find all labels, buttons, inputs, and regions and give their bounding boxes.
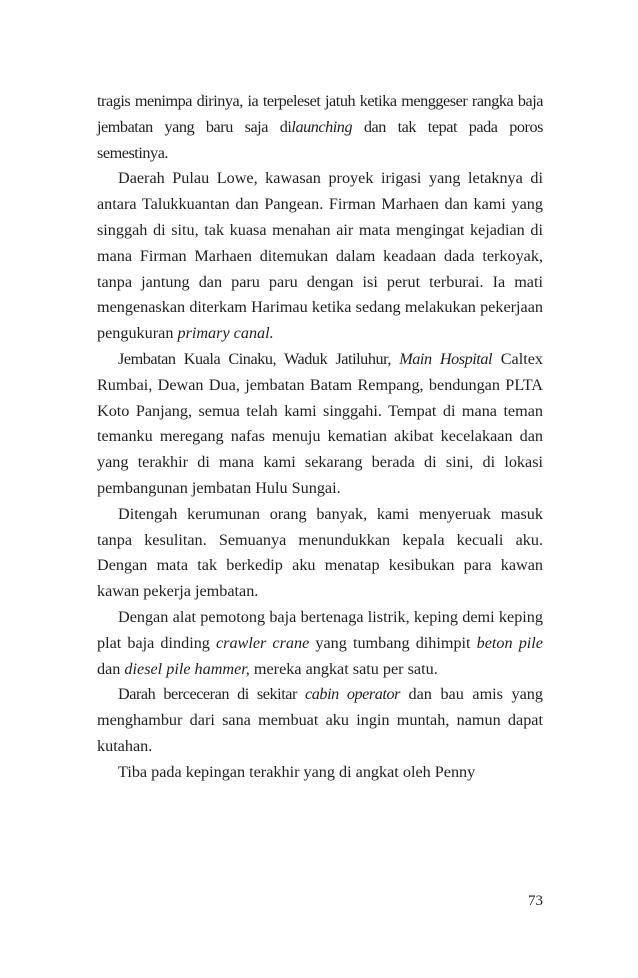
text-run: Daerah Pulau Lowe, kawasan proyek irigasi yang letaknya di antara Talukkuantan dan Pangean. Firman Marhaen dan kami yang singgah di situ, tak kuasa menahan air mata mengingat kejadian di mana Firman Marhaen ditemukan dalam keadaan dada terkoyak, tanpa jantung dan paru paru dengan isi perut terburai. Ia mati mengenaskan diterkam Harimau ketika sedang melakukan pekerjaan pengukuran bbox=[97, 169, 543, 343]
paragraph bbox=[97, 682, 543, 759]
italic-term: launching bbox=[291, 117, 353, 136]
text-run: Ditengah kerumunan orang banyak, kami menyeruak masuk tanpa kesulitan. Semuanya menundukkan kepala kecuali aku. Dengan mata tak berkedip aku menatap kesibukan para kawan kawan pekerja jembatan. bbox=[97, 504, 543, 601]
text-run: Dengan alat pemotong baja bertenaga listrik, keping demi keping plat baja dinding bbox=[97, 607, 543, 652]
paragraph bbox=[97, 605, 543, 682]
text-run: yang tumbang dihimpit bbox=[309, 633, 477, 652]
paragraph bbox=[97, 760, 543, 786]
text-run: mereka angkat satu per satu. bbox=[249, 659, 438, 678]
italic-term: beton pile bbox=[476, 633, 543, 652]
italic-term: diesel pile hammer, bbox=[124, 659, 250, 678]
text-run: Darah berceceran di sekitar bbox=[118, 685, 306, 704]
text-run: dan bbox=[97, 659, 125, 678]
text-run: dan tak tepat pada poros semestinya. bbox=[97, 117, 543, 162]
text-run: Tiba pada kepingan terakhir yang di angkat oleh Penny bbox=[118, 762, 476, 781]
italic-term: cabin operator bbox=[305, 685, 400, 704]
paragraph bbox=[97, 502, 543, 605]
italic-term: crawler crane bbox=[215, 633, 310, 652]
text-run: dan bau amis yang menghambur dari sana membuat aku ingin muntah, namun dapat kutahan. bbox=[97, 685, 543, 755]
italic-term: primary canal. bbox=[177, 324, 274, 343]
paragraph-continued bbox=[97, 89, 543, 166]
page-number: 73 bbox=[528, 893, 543, 909]
text-run: tragis menimpa dirinya, ia terpeleset jatuh ketika menggeser rangka baja jembatan yang baru saja di bbox=[97, 92, 543, 136]
body-text bbox=[97, 89, 543, 786]
paragraph bbox=[97, 347, 543, 502]
italic-term: Main Hospital bbox=[399, 349, 493, 368]
text-run: Caltex Rumbai, Dewan Dua, jembatan Batam Rempang, bendungan PLTA Koto Panjang, semua telah kami singgahi. Tempat di mana teman temanku meregang nafas menuju kematian akibat kecelakaan dan yang terakhir di mana kami sekarang berada di sini, di lokasi pembangunan jembatan Hulu Sungai. bbox=[97, 349, 543, 497]
paragraph bbox=[97, 166, 543, 347]
text-run: Jembatan Kuala Cinaku, Waduk Jatiluhur, bbox=[118, 349, 400, 368]
